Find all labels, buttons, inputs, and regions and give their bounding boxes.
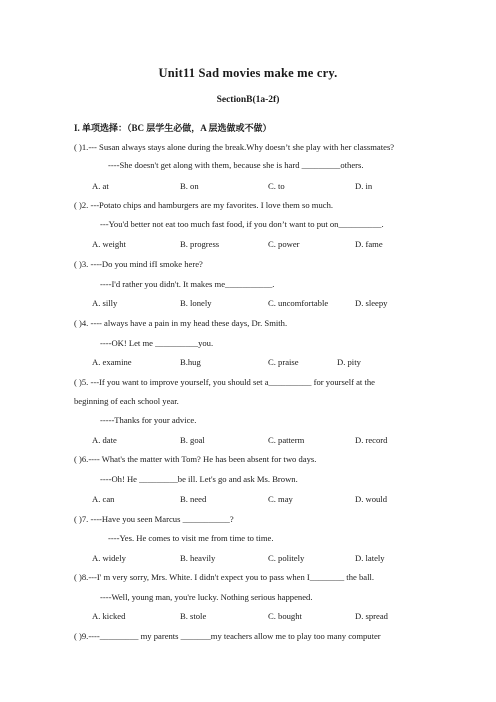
question-4-reply: ----OK! Let me __________you.	[100, 338, 214, 348]
question-1-option-c: C. to	[268, 181, 285, 191]
question-4-option-c: C. praise	[268, 357, 299, 367]
question-6-option-a: A. can	[92, 494, 115, 504]
question-2-stem: ( )2. ---Potato chips and hamburgers are my favorites. I love them so much.	[74, 200, 334, 210]
section-heading: I. 单项选择：（BC 层学生必做，A 层选做或不做）	[74, 123, 272, 133]
question-4-option-d: D. pity	[337, 357, 361, 367]
question-1-reply: ----She doesn't get along with them, because she is hard _________others.	[108, 160, 364, 170]
question-8-stem: ( )8.---I' m very sorry, Mrs. White. I didn't expect you to pass when I________ the ball.	[74, 572, 374, 582]
question-2-option-d: D. fame	[355, 239, 383, 249]
page-title: Unit11 Sad movies make me cry.	[158, 66, 338, 80]
question-8-option-a: A. kicked	[92, 611, 126, 621]
question-8-option-d: D. spread	[355, 611, 388, 621]
question-4-option-a: A. examine	[92, 357, 132, 367]
question-5-option-a: A. date	[92, 435, 117, 445]
question-3-reply: ----I'd rather you didn't. It makes me___________.	[100, 279, 275, 289]
question-3-option-a: A. silly	[92, 298, 118, 308]
question-5-option-d: D. record	[355, 435, 388, 445]
question-7-reply: ----Yes. He comes to visit me from time to time.	[108, 533, 274, 543]
question-6-option-d: D. would	[355, 494, 387, 504]
question-7-option-c: C. politely	[268, 553, 305, 563]
question-2-reply: ---You'd better not eat too much fast food, if you don’t want to put on__________.	[100, 219, 384, 229]
question-1-option-b: B. on	[180, 181, 199, 191]
question-3-stem: ( )3. ----Do you mind ifI smoke here?	[74, 259, 203, 269]
question-7-option-b: B. heavily	[180, 553, 216, 563]
question-4-stem: ( )4. ---- always have a pain in my head these days, Dr. Smith.	[74, 318, 288, 328]
question-3-option-b: B. lonely	[180, 298, 212, 308]
question-4-option-b: B.hug	[180, 357, 201, 367]
question-8-option-b: B. stole	[180, 611, 207, 621]
question-3-option-d: D. sleepy	[355, 298, 388, 308]
page-subtitle: SectionB(1a-2f)	[216, 95, 280, 105]
question-7-option-a: A. widely	[92, 553, 126, 563]
question-7-option-d: D. lately	[355, 553, 385, 563]
question-5-stem-continued: beginning of each school year.	[74, 396, 179, 406]
question-1-option-a: A. at	[92, 181, 109, 191]
question-2-option-b: B. progress	[180, 239, 220, 249]
question-2-option-c: C. power	[268, 239, 300, 249]
question-8-option-c: C. bought	[268, 611, 302, 621]
question-6-option-b: B. need	[180, 494, 207, 504]
question-5-option-c: C. patterm	[268, 435, 305, 445]
question-6-option-c: C. may	[268, 494, 293, 504]
question-5-stem: ( )5. ---If you want to improve yourself, you should set a__________ for yourself at the	[74, 377, 375, 387]
question-6-reply: ----Oh! He _________be ill. Let's go and ask Ms. Brown.	[100, 474, 298, 484]
question-6-stem: ( )6.---- What's the matter with Tom? He has been absent for two days.	[74, 454, 317, 464]
question-7-stem: ( )7. ----Have you seen Marcus ___________?	[74, 514, 234, 524]
question-8-reply: ----Well, young man, you're lucky. Nothing serious happened.	[100, 592, 313, 602]
question-1-option-d: D. in	[355, 181, 373, 191]
question-3-option-c: C. uncomfortable	[268, 298, 329, 308]
question-2-option-a: A. weight	[92, 239, 126, 249]
question-1-stem: ( )1.--- Susan always stays alone during the break.Why doesn’t she play with her classmates?	[74, 142, 395, 152]
question-9-stem: ( )9.----_________ my parents _______my teachers allow me to play too many computer	[74, 631, 381, 641]
question-5-option-b: B. goal	[180, 435, 205, 445]
question-5-reply: -----Thanks for your advice.	[100, 415, 197, 425]
